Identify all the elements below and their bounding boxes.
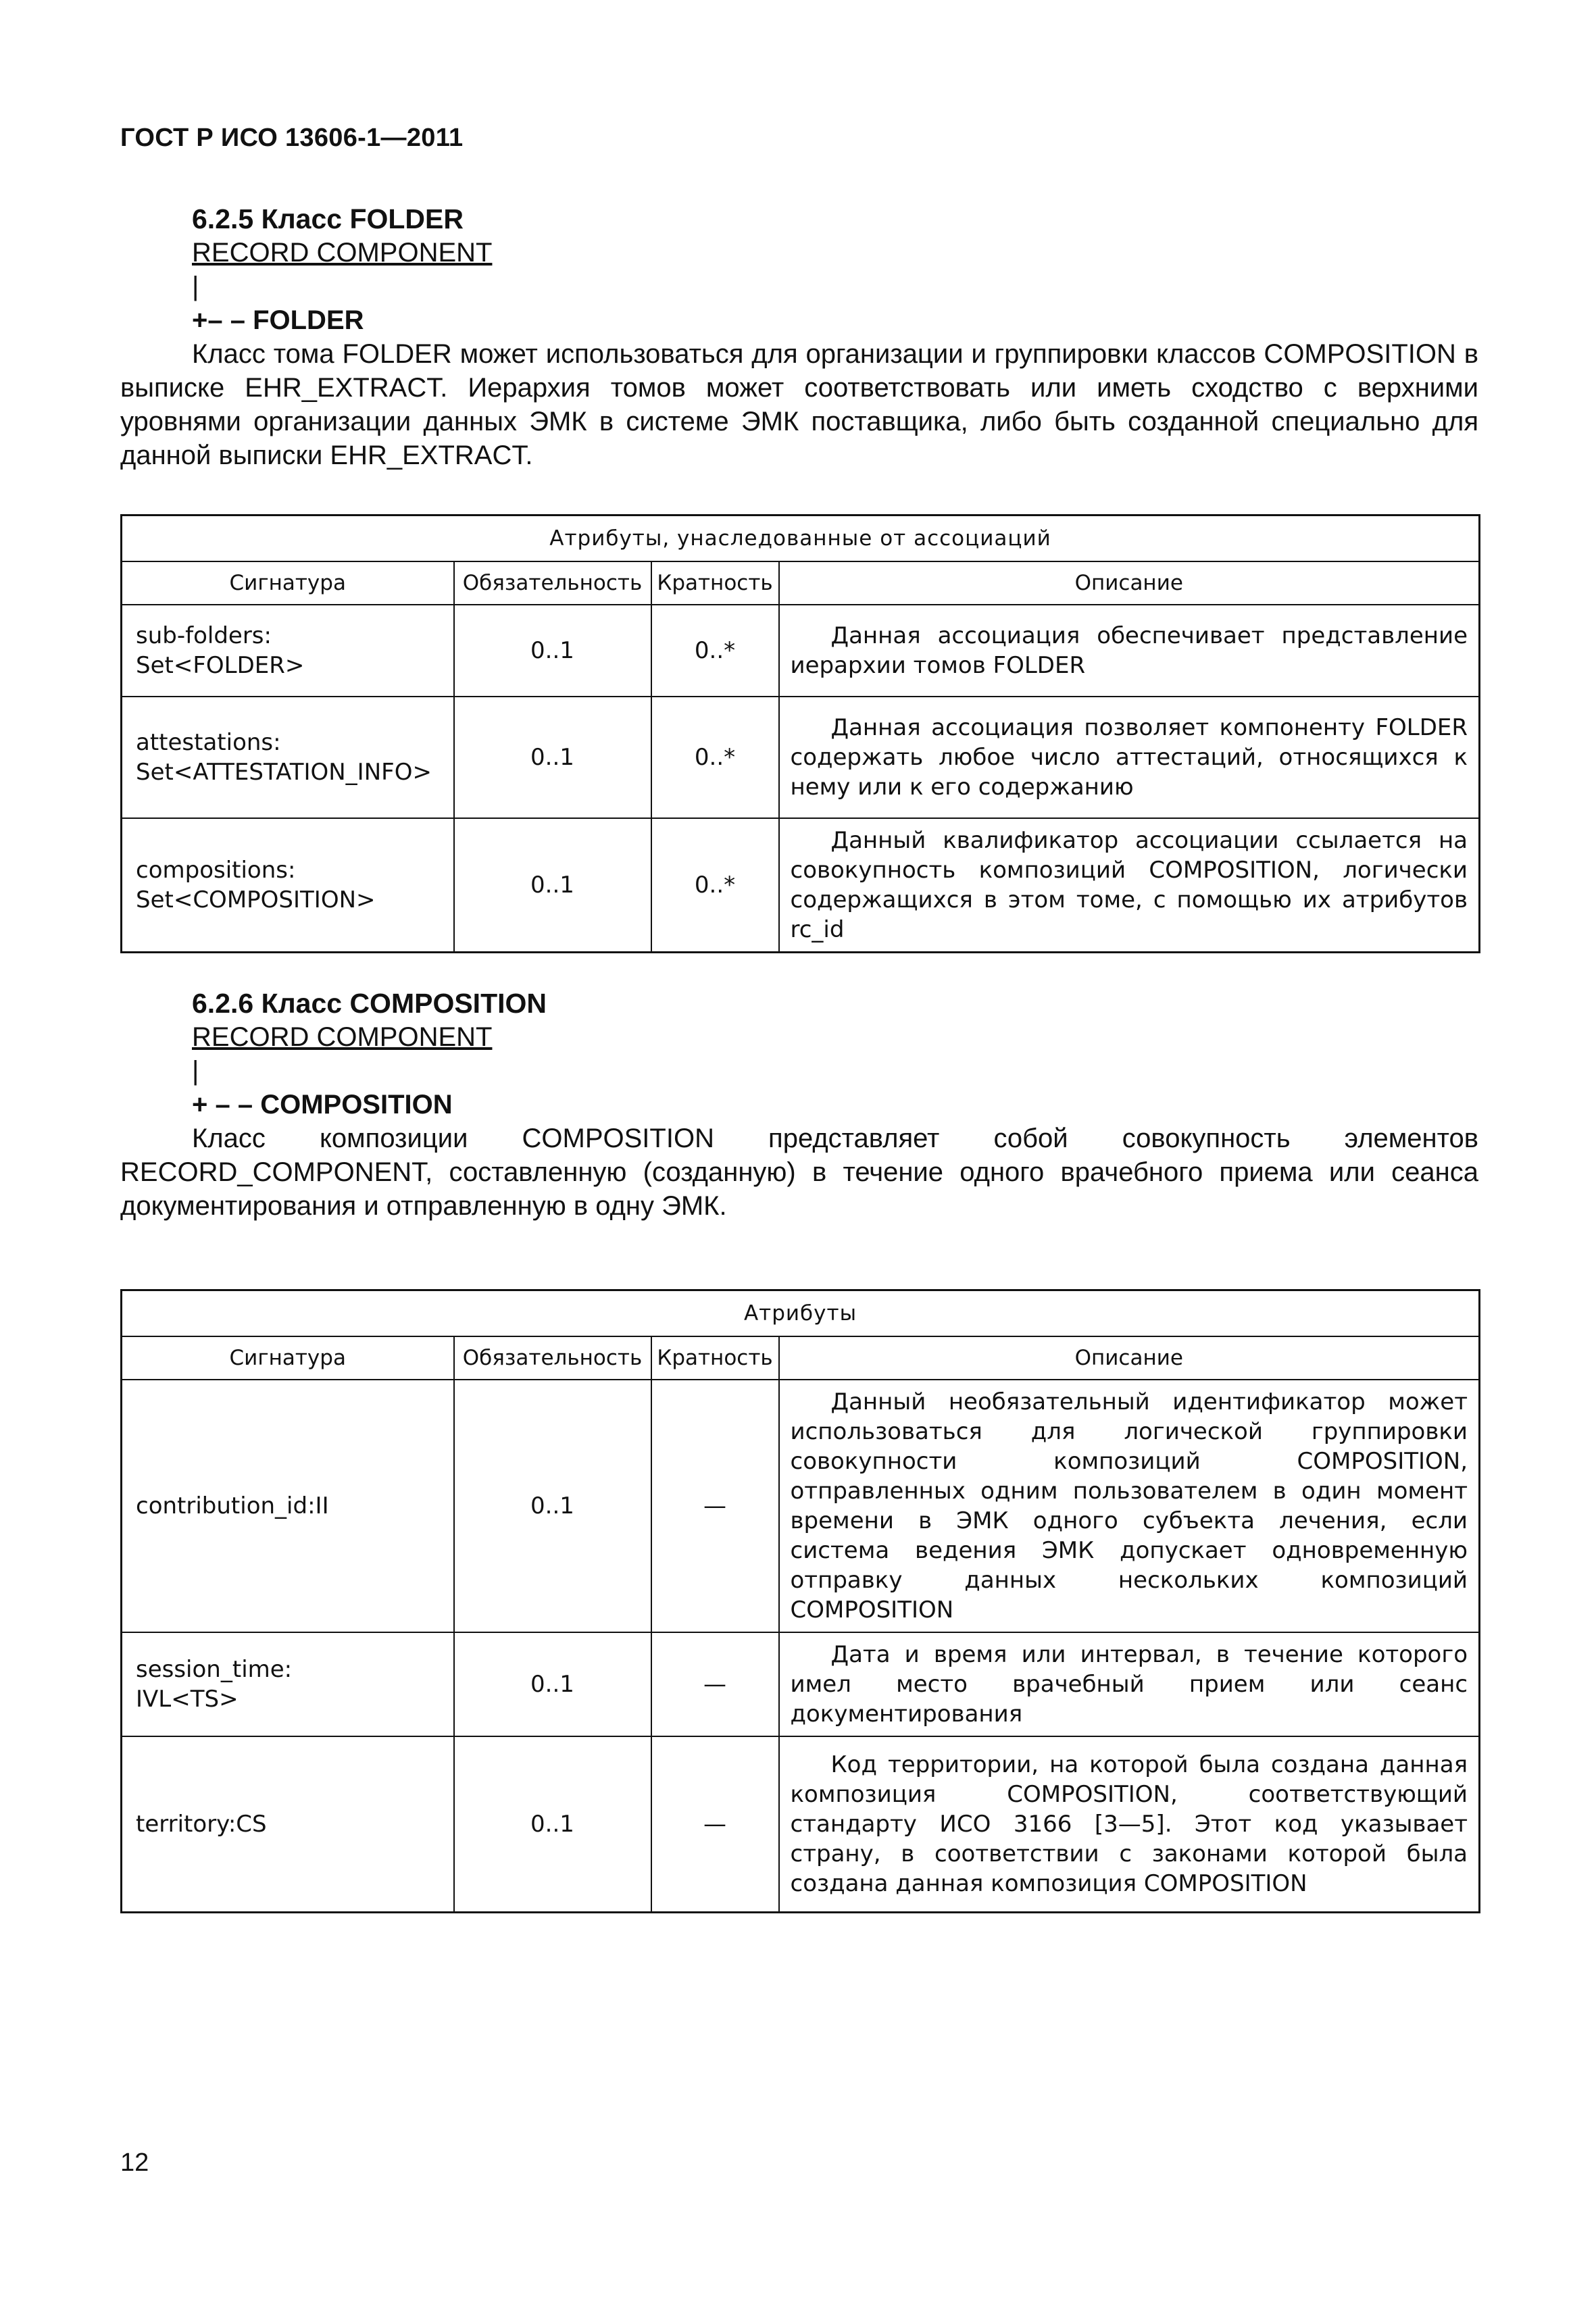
multiplicity-cell: —: [651, 1736, 779, 1912]
required-cell: 0..1: [454, 697, 651, 818]
table-row: [122, 605, 1480, 697]
table-caption: Атрибуты, унаследованные от ассоциаций: [122, 515, 1480, 562]
column-header-description: Описание: [779, 1336, 1480, 1380]
section-title: 6.2.6 Класс COMPOSITION: [192, 988, 547, 1019]
section-paragraph: Класс тома FOLDER может использоваться для организации и группировки классов COMPOSITION в выписке EHR_EXTRACT. Иерархия томов может соответствовать или иметь сходство с верхними уровнями организации данных ЭМК в системе ЭМК поставщика, либо быть созданной специально для данной выписки EHR_EXTRACT.: [120, 339, 1478, 470]
signature-cell: session_time: IVL<TS>: [122, 1632, 454, 1736]
table-row: [122, 1380, 1480, 1632]
table-row: [122, 1632, 1480, 1736]
signature-cell: compositions: Set<COMPOSITION>: [122, 818, 454, 953]
table-row: [122, 1736, 1480, 1912]
composition-attributes-table: [120, 1289, 1480, 1913]
section-folder: [120, 202, 1478, 472]
column-header-multiplicity: Кратность: [651, 561, 779, 605]
folder-attributes-table: [120, 514, 1480, 953]
hierarchy-child: +– – FOLDER: [192, 305, 364, 335]
section-title: 6.2.5 Класс FOLDER: [192, 203, 464, 234]
column-header-description: Описание: [779, 561, 1480, 605]
description-cell: Данная ассоциация обеспечивает представление иерархии томов FOLDER: [779, 605, 1480, 697]
description-cell: Данный необязательный идентификатор может использоваться для логической группировки совокупности композиций COMPOSITION, отправленных одним пользователем в один момент времени в ЭМК одного субъекта лечения, если система ведения ЭМК допускает одновременную отправку данных нескольких композиций COMPOSITION: [779, 1380, 1480, 1632]
document-header: ГОСТ Р ИСО 13606-1—2011: [120, 124, 464, 152]
hierarchy-pipe: |: [192, 1056, 199, 1086]
column-header-signature: Сигнатура: [122, 1336, 454, 1380]
column-header-required: Обязательность: [454, 1336, 651, 1380]
required-cell: 0..1: [454, 818, 651, 953]
hierarchy-parent: RECORD COMPONENT: [192, 1022, 493, 1052]
signature-cell: contribution_id:II: [122, 1380, 454, 1632]
description-cell: Данный квалификатор ассоциации ссылается на совокупность композиций COMPOSITION, логически содержащихся в этом томе, с помощью их атрибутов rc_id: [779, 818, 1480, 953]
multiplicity-cell: 0..*: [651, 697, 779, 818]
table-caption: Атрибуты: [122, 1290, 1480, 1337]
multiplicity-cell: —: [651, 1632, 779, 1736]
required-cell: 0..1: [454, 1736, 651, 1912]
column-header-multiplicity: Кратность: [651, 1336, 779, 1380]
section-paragraph: Класс композиции COMPOSITION представляет собой совокупность элементов RECORD_COMPONENT, составленную (созданную) в течение одного врачебного приема или сеанса документирования и отправленную в одну ЭМК.: [120, 1124, 1478, 1221]
required-cell: 0..1: [454, 605, 651, 697]
description-cell: Дата и время или интервал, в течение которого имел место врачебный прием или сеанс документирования: [779, 1632, 1480, 1736]
required-cell: 0..1: [454, 1632, 651, 1736]
multiplicity-cell: 0..*: [651, 605, 779, 697]
section-composition: [120, 986, 1478, 1223]
description-cell: Данная ассоциация позволяет компоненту FOLDER содержать любое число аттестаций, относящихся к нему или к его содержанию: [779, 697, 1480, 818]
table-row: [122, 818, 1480, 953]
signature-cell: sub-folders: Set<FOLDER>: [122, 605, 454, 697]
table-row: [122, 697, 1480, 818]
description-cell: Код территории, на которой была создана данная композиция COMPOSITION, соответствующий стандарту ИСО 3166 [3—5]. Этот код указывает страну, в соответствии с законами которой была создана данная композиция COMPOSITION: [779, 1736, 1480, 1912]
signature-cell: territory:CS: [122, 1736, 454, 1912]
multiplicity-cell: —: [651, 1380, 779, 1632]
column-header-signature: Сигнатура: [122, 561, 454, 605]
required-cell: 0..1: [454, 1380, 651, 1632]
hierarchy-pipe: |: [192, 272, 199, 301]
multiplicity-cell: 0..*: [651, 818, 779, 953]
column-header-required: Обязательность: [454, 561, 651, 605]
page-number: 12: [120, 2148, 149, 2177]
hierarchy-parent: RECORD COMPONENT: [192, 238, 493, 268]
hierarchy-child: + – – COMPOSITION: [192, 1090, 453, 1120]
signature-cell: attestations: Set<ATTESTATION_INFO>: [122, 697, 454, 818]
